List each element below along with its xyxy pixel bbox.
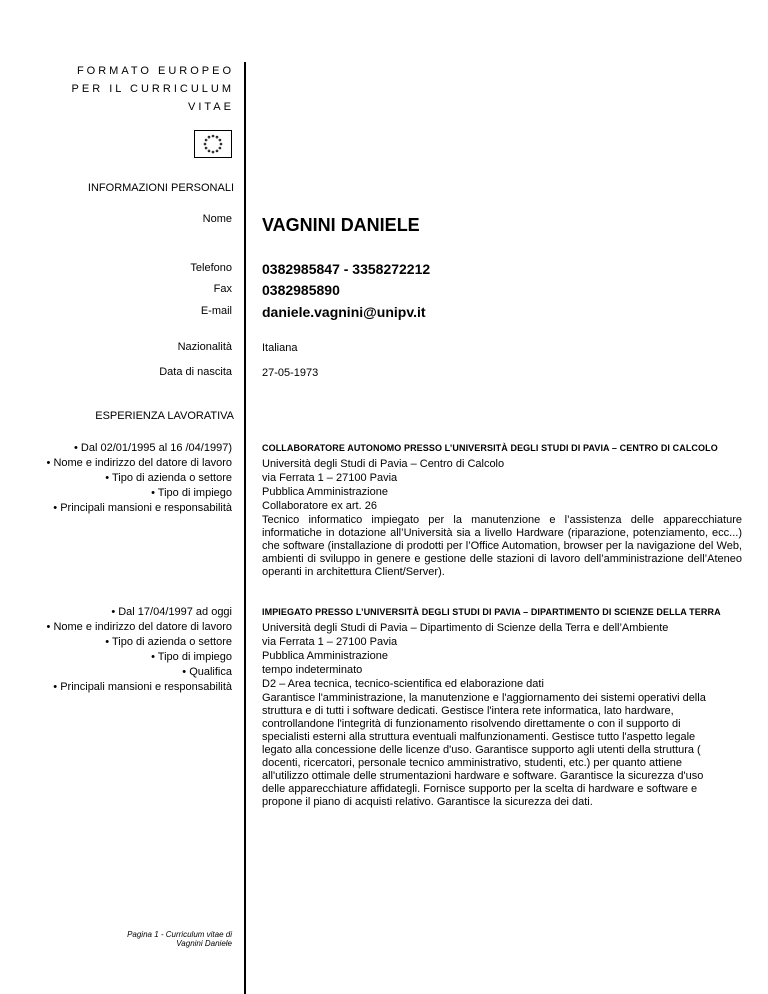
flag-star xyxy=(204,143,206,145)
full-name xyxy=(262,215,420,236)
job-1-address: via Ferrata 1 – 27100 Pavia xyxy=(262,472,398,484)
job-2-employer-label: • Nome e indirizzo del datore di lavoro xyxy=(46,621,232,633)
section-personal-info: INFORMAZIONI PERSONALI xyxy=(87,182,234,194)
nationality-value: Italiana xyxy=(262,342,298,354)
title-line-3: VITAE xyxy=(188,101,234,113)
phone-value: 0382985847 - 3358272212 xyxy=(262,261,431,277)
fax-value: 0382985890 xyxy=(262,282,340,298)
job-2-sector-label: • Tipo di azienda o settore xyxy=(105,636,232,648)
footer-line-1: Pagina 1 - Curriculum vitae di xyxy=(127,930,232,939)
job-1-heading: COLLABORATORE AUTONOMO PRESSO L’UNIVERSITÀ DEGLI STUDI DI PAVIA – CENTRO DI CALCOLO xyxy=(262,443,718,453)
job-1-employer: Università degli Studi di Pavia – Centro di Calcolo xyxy=(262,458,505,470)
job-2-type-label: • Tipo di impiego xyxy=(151,651,232,663)
job-2-employer: Università degli Studi di Pavia – Dipartimento di Scienze della Terra e dell’Ambiente xyxy=(262,622,669,634)
fax-label: Fax xyxy=(213,283,232,295)
job-2-duties-label: • Principali mansioni e responsabilità xyxy=(53,681,232,693)
job-2-heading: IMPIEGATO PRESSO L’UNIVERSITÀ DEGLI STUDI DI PAVIA – DIPARTIMENTO DI SCIENZE DELLA TERRA xyxy=(262,607,721,617)
job-1-type-label: • Tipo di impiego xyxy=(151,487,232,499)
job-2-duties: Garantisce l'amministrazione, la manutenzione e l'aggiornamento dei sistemi operativi della struttura e di tutti i software dedicati. Gestisce l'intera rete informatica, lato hardware, controllandone l'integrità di funzionamento risolvendo direttamente o con il supporto di specialisti esterni alla struttura eventuali malfunzionamenti. Gestisce tutto l'aspetto legale legato alla concessione delle licenze d'uso. Garantisce supporto agli utenti della struttura ( docenti, ricercatori, personale tecnico amministrativo, studenti, etc.) per quanto attiene all'utilizzo ottimale delle strumentazioni hardware e software. Garantisce la sicurezza d'uso delle apparecchiature affidategli. Fornisce supporto per la scelta di hardware e software e propone il piano di acquisti relativo. Garantisce la sicurezza dei dati. xyxy=(262,692,706,808)
flag-star xyxy=(205,147,207,149)
email-value[interactable]: daniele.vagnini@unipv.it xyxy=(262,304,426,320)
flag-star xyxy=(212,135,214,137)
phone-label: Telefono xyxy=(190,262,232,274)
job-2-qualification-label: • Qualifica xyxy=(182,666,232,678)
eu-flag-icon xyxy=(194,130,232,158)
birth-value: 27-05-1973 xyxy=(262,367,319,379)
flag-star xyxy=(216,150,218,152)
name-label: Nome xyxy=(202,213,232,225)
flag-star xyxy=(220,143,222,145)
email-label: E-mail xyxy=(200,305,232,317)
footer-line-2: Vagnini Daniele xyxy=(176,939,232,948)
job-2-qualification: D2 – Area tecnica, tecnico-scientifica ed elaborazione dati xyxy=(262,678,544,690)
flag-star xyxy=(208,150,210,152)
job-2 xyxy=(262,606,742,810)
flag-star xyxy=(212,151,214,153)
section-work-experience: ESPERIENZA LAVORATIVA xyxy=(95,410,234,422)
job-1-duties-label: • Principali mansioni e responsabilità xyxy=(53,502,232,514)
job-1-period: • Dal 02/01/1995 al 16 /04/1997) xyxy=(74,442,232,454)
title-line-1: FORMATO EUROPEO xyxy=(76,65,234,77)
flag-star xyxy=(208,136,210,138)
job-1-duties: Tecnico informatico impiegato per la manutenzione e l’assistenza delle apparecchiature informatiche in dotazione all’Università sia a livello Hardware (riparazione, potenziamento, ecc...) che software (installazione di prodotti per l’Office Automation, browser per la navigazione del Web, ambienti di sviluppo in genere e gestione delle stazioni di lavoro dell’amministrazione dell’Ateneo operanti in architettura Client/Server). xyxy=(262,514,742,578)
job-1 xyxy=(262,442,742,580)
title-line-2: PER IL CURRICULUM xyxy=(71,83,234,95)
first-name: DANIELE xyxy=(340,215,420,235)
job-1-sector-label: • Tipo di azienda o settore xyxy=(105,472,232,484)
job-2-labels xyxy=(22,606,232,696)
job-2-address: via Ferrata 1 – 27100 Pavia xyxy=(262,636,398,648)
vertical-divider xyxy=(244,62,246,994)
job-2-type: tempo indeterminato xyxy=(262,664,363,676)
flag-star xyxy=(216,136,218,138)
flag-star xyxy=(205,139,207,141)
surname: VAGNINI xyxy=(262,215,336,235)
job-2-sector: Pubblica Amministrazione xyxy=(262,650,388,662)
job-2-period: • Dal 17/04/1997 ad oggi xyxy=(111,606,232,618)
birth-label: Data di nascita xyxy=(159,366,232,378)
job-1-type: Collaboratore ex art. 26 xyxy=(262,500,377,512)
document-title xyxy=(72,62,234,116)
job-1-labels xyxy=(22,442,232,517)
job-1-sector: Pubblica Amministrazione xyxy=(262,486,388,498)
flag-star xyxy=(219,139,221,141)
flag-star xyxy=(219,147,221,149)
nationality-label: Nazionalità xyxy=(177,341,232,353)
job-1-employer-label: • Nome e indirizzo del datore di lavoro xyxy=(46,457,232,469)
page-footer xyxy=(127,930,232,948)
